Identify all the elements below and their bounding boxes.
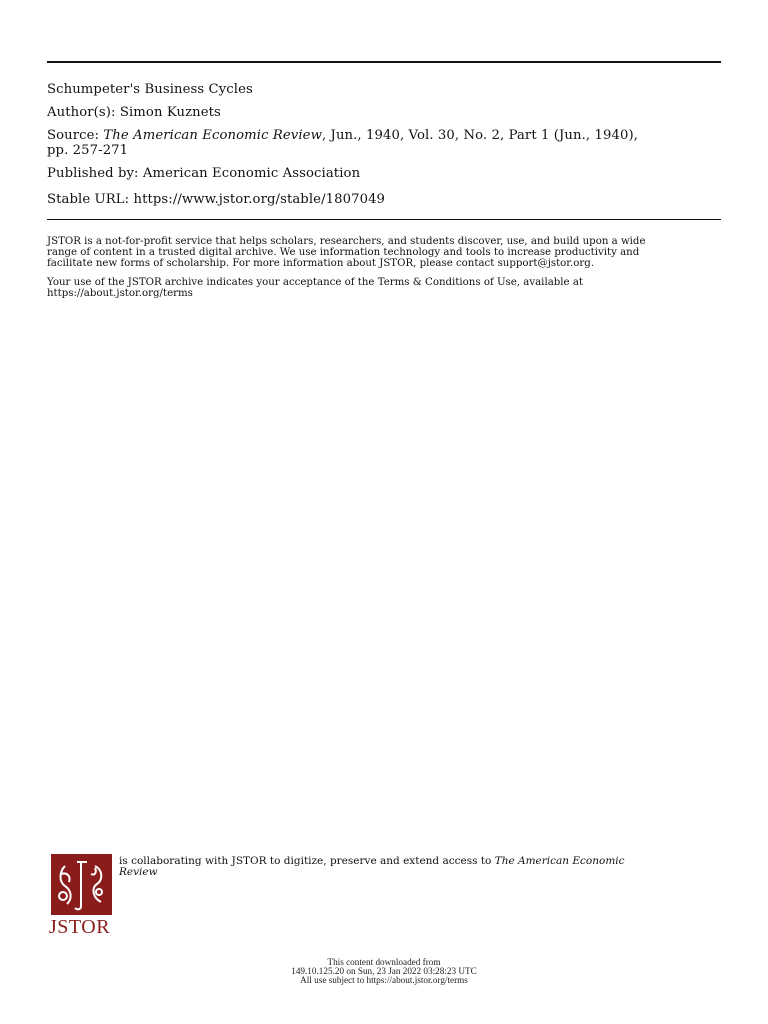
- footer-terms-line: All use subject to https://about.jstor.org/terms: [300, 975, 468, 985]
- footer-ip-line: 149.10.125.20 on Sun, 23 Jan 2022 03:28:23 UTC: [291, 966, 477, 976]
- publisher-line: Published by: American Economic Association: [47, 166, 361, 181]
- terms-link[interactable]: https://about.jstor.org/terms: [47, 288, 193, 299]
- author-line: Author(s): Simon Kuznets: [47, 105, 221, 120]
- notice-line: JSTOR is a not-for-profit service that helps scholars, researchers, and students discover, use, and build upon a wide: [47, 236, 646, 247]
- source-journal[interactable]: The American Economic Review: [103, 128, 322, 143]
- terms-notice: [47, 277, 727, 299]
- notice-line: Your use of the JSTOR archive indicates your acceptance of the Terms & Conditions of Use, available at: [47, 277, 583, 288]
- top-rule: [47, 61, 721, 63]
- stable-url-link[interactable]: Stable URL: https://www.jstor.org/stable/1807049: [47, 192, 386, 207]
- jstor-wordmark: JSTOR: [49, 916, 111, 938]
- collab-journal: The American Economic: [494, 855, 625, 867]
- notice-line: facilitate new forms of scholarship. For more information about JSTOR, please contact support@jstor.org.: [47, 258, 595, 269]
- jstor-logo-icon: [51, 854, 112, 915]
- source-label: Source:: [47, 128, 100, 143]
- collab-journal-cont: Review: [119, 866, 158, 878]
- collab-prefix: is collaborating with JSTOR to digitize, preserve and extend access to: [119, 855, 495, 867]
- jstor-notice: [47, 236, 727, 269]
- collaboration-statement: [119, 856, 719, 878]
- source-line: [47, 128, 727, 158]
- notice-line: range of content in a trusted digital archive. We use information technology and tools to increase productivity and: [47, 247, 640, 258]
- divider-rule: [47, 219, 721, 220]
- footer-download-line: This content downloaded from: [327, 957, 441, 967]
- source-pages: pp. 257-271: [47, 143, 129, 158]
- article-title: Schumpeter's Business Cycles: [47, 82, 253, 97]
- source-details: , Jun., 1940, Vol. 30, No. 2, Part 1 (Jun., 1940),: [321, 128, 638, 143]
